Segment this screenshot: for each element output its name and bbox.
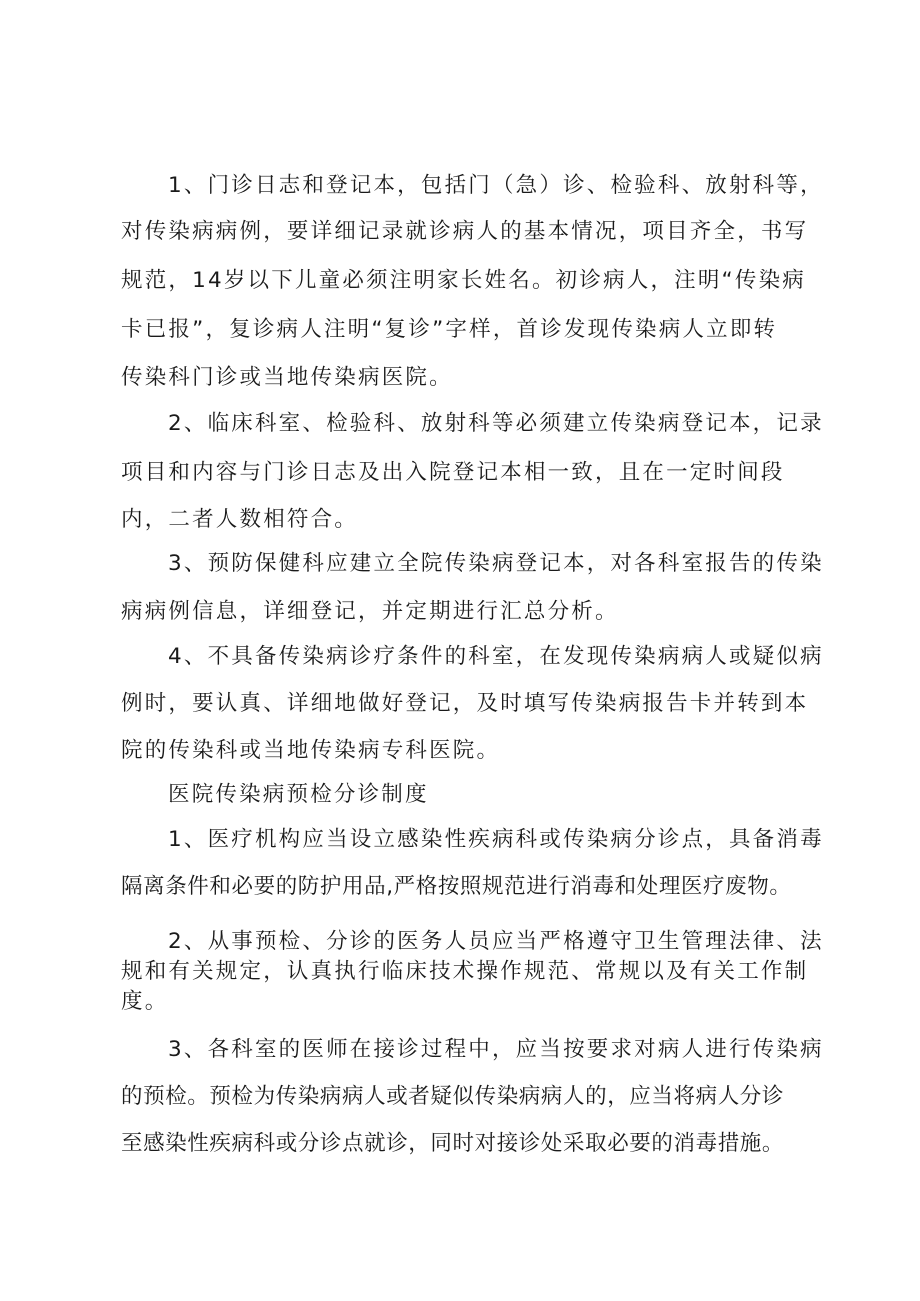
reg-p3-line-2: 病病例信息，详细登记，并定期进行汇总分析。 <box>121 599 619 624</box>
reg-p3-line-1: 3、预防保健科应建立全院传染病登记本，对各科室报告的传染 <box>168 551 824 576</box>
section-title: 医院传染病预检分诊制度 <box>168 782 429 807</box>
reg-p1-line-1: 1、门诊日志和登记本，包括门（急）诊、检验科、放射科等， <box>168 173 824 198</box>
reg-p1-line-3: 规范，14岁以下儿童必须注明家长姓名。初诊病人，注明“传染病 <box>121 268 806 293</box>
tri-p1-line-1: 1、医疗机构应当设立感染性疾病科或传染病分诊点，具备消毒 <box>168 827 824 852</box>
tri-p2-line-3: 度。 <box>121 989 169 1014</box>
reg-p1-line-2: 对传染病病例，要详细记录就诊病人的基本情况，项目齐全，书写 <box>121 219 809 244</box>
reg-p2-line-3: 内，二者人数相符合。 <box>121 507 359 532</box>
reg-p4-line-1: 4、不具备传染病诊疗条件的科室，在发现传染病病人或疑似病 <box>168 644 824 669</box>
tri-p3-line-1: 3、各科室的医师在接诊过程中，应当按要求对病人进行传染病 <box>168 1037 824 1062</box>
reg-p4-line-2: 例时，要认真、详细地做好登记，及时填写传染病报告卡并转到本 <box>121 691 809 716</box>
reg-p4-line-3: 院的传染科或当地传染病专科医院。 <box>121 738 501 763</box>
reg-p1-line-4: 卡已报”，复诊病人注明“复诊”字样，首诊发现传染病人立即转 <box>121 317 778 342</box>
reg-p2-line-1: 2、临床科室、检验科、放射科等必须建立传染病登记本，记录 <box>168 411 824 436</box>
tri-p2-line-2: 规和有关规定，认真执行临床技术操作规范、常规以及有关工作制 <box>121 959 809 984</box>
reg-p2-line-2: 项目和内容与门诊日志及出入院登记本相一致，且在一定时间段 <box>121 460 785 485</box>
tri-p3-line-3: 至感染性疾病科或分诊点就诊，同时对接诊处采取必要的消毒措施。 <box>121 1131 785 1156</box>
tri-p1-line-2: 隔离条件和必要的防护用品,严格按照规范进行消毒和处理医疗废物。 <box>121 874 792 899</box>
tri-p3-line-2: 的预检。预检为传染病病人或者疑似传染病病人的，应当将病人分诊 <box>121 1084 785 1109</box>
reg-p1-line-5: 传染科门诊或当地传染病医院。 <box>121 365 453 390</box>
tri-p2-line-1: 2、从事预检、分诊的医务人员应当严格遵守卫生管理法律、法 <box>168 929 824 954</box>
